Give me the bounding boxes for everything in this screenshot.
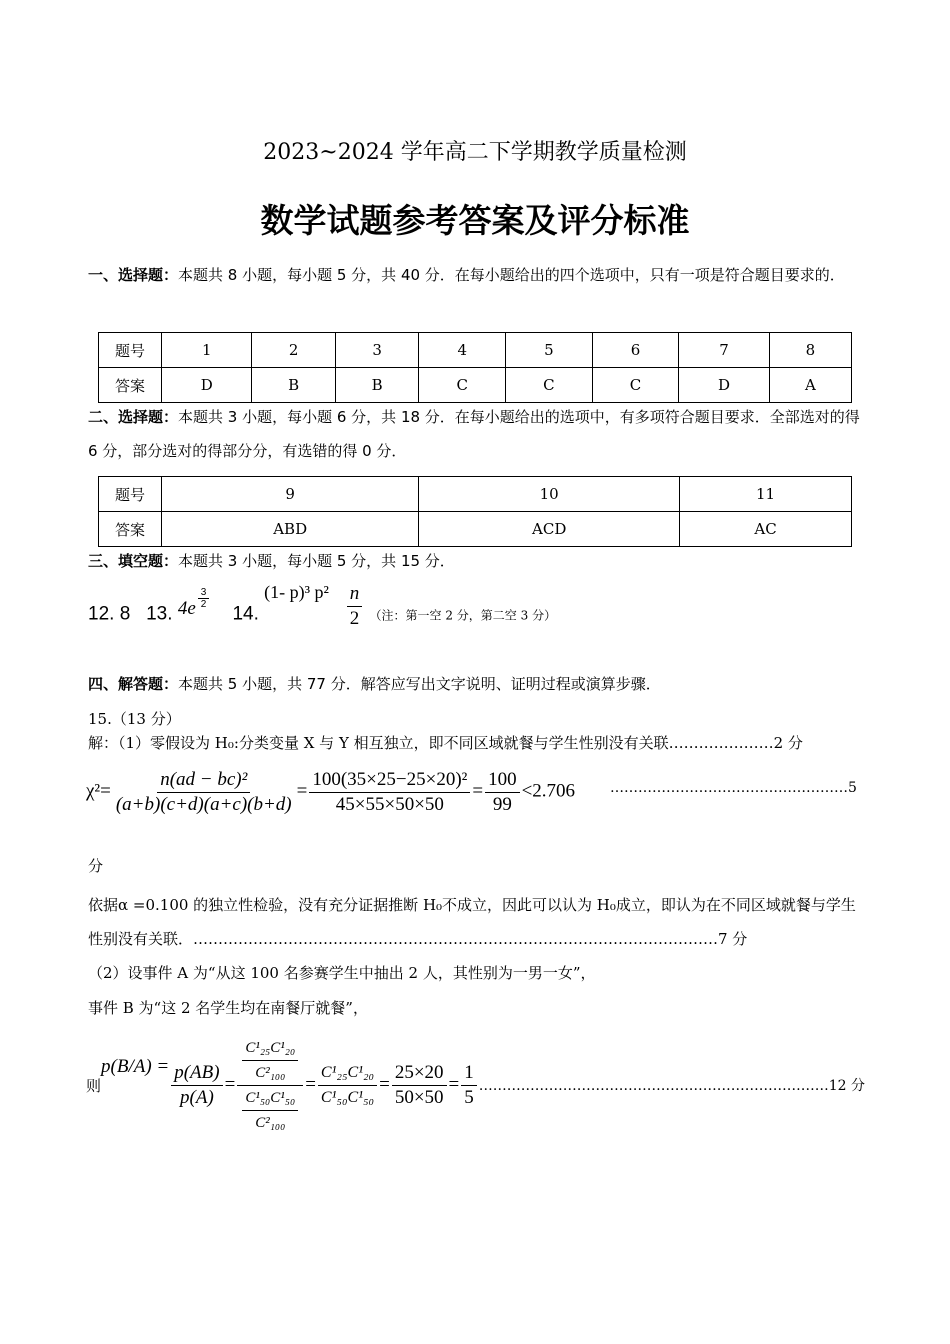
section-heading: 二、选择题： <box>88 408 179 426</box>
section2-instructions <box>88 400 868 468</box>
document-title: 数学试题参考答案及评分标准 <box>260 201 690 240</box>
q14-label: 14. <box>232 603 259 625</box>
q13-label: 13. <box>146 603 173 625</box>
fraction-num: p(AB) <box>171 1061 222 1086</box>
table-row <box>99 512 852 547</box>
cell: 7 <box>679 333 769 368</box>
answer-table-2 <box>98 476 852 547</box>
section-text: 本题共 3 小题，每小题 5 分，共 15 分． <box>178 552 455 570</box>
cell: 9 <box>162 477 419 512</box>
section-heading: 四、解答题： <box>88 675 179 693</box>
formula-lhs: χ²= <box>86 780 111 802</box>
cell: D <box>679 368 769 403</box>
fraction-den: 99 <box>492 794 512 815</box>
fraction-den: C¹₅₀C¹₅₀ <box>320 1088 375 1106</box>
fraction-num: C¹₅₀C¹₅₀ <box>242 1086 298 1111</box>
cell: D <box>162 368 252 403</box>
score-marker: ……………………………………………5 <box>610 780 857 796</box>
fraction-num: 100 <box>485 768 520 793</box>
q14-answer-2-num: n <box>347 582 363 607</box>
cell: C <box>506 368 593 403</box>
cell: B <box>335 368 418 403</box>
cell: ACD <box>419 512 680 547</box>
conditional-probability-formula: 则 p(B/A) = $\frac{p(AB)}{p(A)}$ = $\frac{\frac{\text{C¹₂₅C¹₂₀}}{\text{C²₁₀₀}}}{\frac{\text{C¹₅₀C¹₅₀}}{\text{C²₁₀₀}}}$ = $\frac{\text{C¹₂₅C¹₂₀}}{\text{C¹₅₀C¹₅₀}}$ = $\frac{25\times 20}{50\times 50}$ = $\frac{1}{5}$ …………………………………………………………………12 分 <box>86 1030 865 1140</box>
section3-instructions <box>88 544 868 578</box>
fraction-den: C²₁₀₀ <box>255 1064 286 1081</box>
fraction-den: 5 <box>464 1086 474 1108</box>
section-heading: 三、填空题： <box>88 552 179 570</box>
cell: C <box>592 368 679 403</box>
fill-in-answers <box>88 581 557 639</box>
formula-prefix: 则 <box>86 1076 102 1095</box>
cell: 3 <box>335 333 418 368</box>
formula-lhs: p(B/A) = <box>101 1056 170 1077</box>
cell: ABD <box>162 512 419 547</box>
q15-line: 解：（1）零假设为 H₀:分类变量 X 与 Y 相互独立，即不同区域就餐与学生性别没有关联…………………2 分 <box>88 734 803 752</box>
cell: AC <box>680 512 852 547</box>
cell: 2 <box>252 333 335 368</box>
row-label: 题号 <box>99 477 162 512</box>
table-row <box>99 477 852 512</box>
section1-instructions <box>88 258 868 292</box>
section-text: 本题共 3 小题，每小题 6 分，共 18 分．在每小题给出的选项中，有多项符合题目要求．全部选对的得 6 分，部分选对的得部分分，有选错的得 0 分． <box>88 408 860 460</box>
chi-square-formula: χ²= $\frac{\text{n(ad − bc)²}}{(a+b)(c+d)(a+c)(b+d)}$ = $\frac{\text{100(35×25−25×20)²}}{45\times 55\times 50\times 50}$ = $\frac{100}{99}$ <2.706 <box>86 769 576 815</box>
scoring-note: （注：第一空 2 分，第二空 3 分） <box>369 608 557 623</box>
score-marker: …………………………………………………………………12 分 <box>478 1078 866 1094</box>
cell: C <box>419 368 506 403</box>
cell: B <box>252 368 335 403</box>
table-row <box>99 368 852 403</box>
fraction-den: (a+b)(c+d)(a+c)(b+d) <box>115 794 292 815</box>
section-text: 本题共 5 小题，共 77 分．解答应写出文字说明、证明过程或演算步骤． <box>178 675 661 693</box>
row-label: 答案 <box>99 512 162 547</box>
cell: 5 <box>506 333 593 368</box>
cell: 8 <box>769 333 851 368</box>
score-unit: 分 <box>88 857 104 875</box>
fraction-den: C²₁₀₀ <box>255 1114 286 1131</box>
comparison: <2.706 <box>521 780 576 802</box>
fraction-num: n(ad − bc)² <box>157 768 250 793</box>
section4-instructions <box>88 667 868 701</box>
cell: 10 <box>419 477 680 512</box>
row-label: 题号 <box>99 333 162 368</box>
fraction-num: 25×20 <box>392 1061 447 1086</box>
q13-answer: 4e <box>177 597 196 619</box>
fraction-num: C¹₂₅C¹₂₀ <box>242 1036 298 1061</box>
fraction-den: 45×55×50×50 <box>335 794 444 815</box>
q12-answer: 12. 8 <box>88 603 131 625</box>
q15-line: （2）设事件 A 为“从这 100 名参赛学生中抽出 2 人，其性别为一男一女”， <box>88 964 596 982</box>
cell: 1 <box>162 333 252 368</box>
fraction-num: 1 <box>461 1061 477 1086</box>
exam-subtitle: 2023~2024 学年高二下学期教学质量检测 <box>263 140 687 165</box>
fraction-den: 50×50 <box>394 1086 444 1108</box>
cell: A <box>769 368 851 403</box>
q15-line: 事件 B 为“这 2 名学生均在南餐厅就餐”， <box>88 999 368 1017</box>
q15-line: 依据α =0.100 的独立性检验，没有充分证据推断 H₀不成立，因此可以认为 H₀成立，即认为在不同区域就餐与学生性别没有关联．……………………………………………………………………………………………7 分 <box>88 896 856 948</box>
cell: 4 <box>419 333 506 368</box>
section-heading: 一、选择题： <box>88 266 179 284</box>
section-text: 本题共 8 小题，每小题 5 分，共 40 分．在每小题给出的四个选项中，只有一项是符合题目要求的． <box>178 266 845 284</box>
cell: 6 <box>592 333 679 368</box>
answer-table-1 <box>98 332 852 403</box>
fraction-num: 100(35×25−25×20)² <box>309 768 470 793</box>
q15-title: 15.（13 分） <box>88 710 181 728</box>
row-label: 答案 <box>99 368 162 403</box>
fraction-den: p(A) <box>180 1086 214 1108</box>
table-row <box>99 333 852 368</box>
q14-answer-2-den: 2 <box>349 608 360 629</box>
q14-answer-1: (1- p)³ p² <box>264 581 329 602</box>
exponent-num: 3 <box>198 587 210 599</box>
exponent-den: 2 <box>200 599 207 610</box>
cell: 11 <box>680 477 852 512</box>
fraction-num: C¹₂₅C¹₂₀ <box>318 1061 377 1086</box>
